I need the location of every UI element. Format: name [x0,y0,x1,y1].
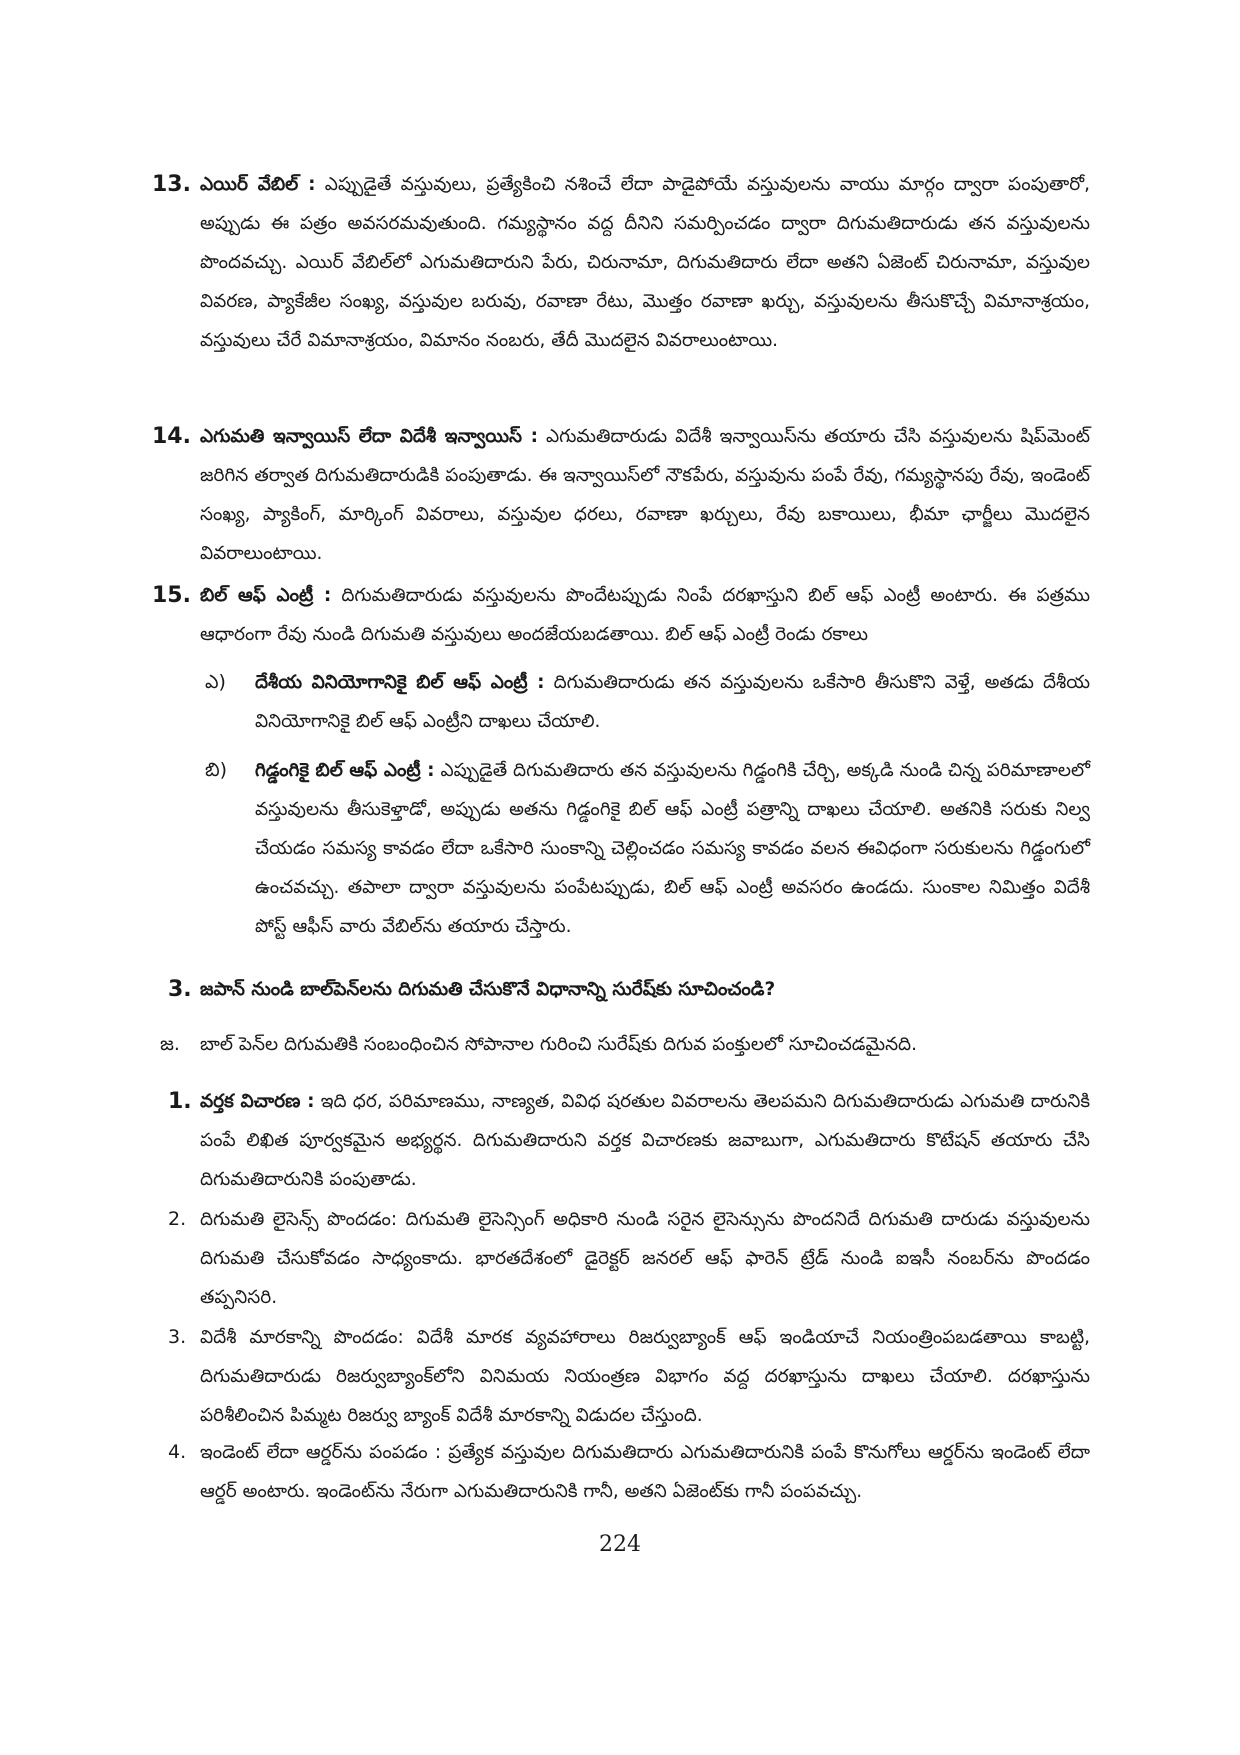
sub-a-text: దిగుమతిదారుడు తన వస్తువులను ఒకేసారి తీసుకొని వెళ్తే, అతడు దేశీయ వినియోగానికై బిల్ ఆఫ్ ఎంట్రీని దాఖలు చేయాలి. [255,672,1090,732]
item-15-number: 15. [152,583,191,608]
answer-intro: బాల్ పెన్‌ల దిగుమతికి సంబంధించిన సోపానాల గురించి సురేష్‌కు దిగువ పంక్తులలో సూచించడమైనది. [200,1034,918,1055]
item-13-text: ఎప్పుడైతే వస్తువులు, ప్రత్యేకించి నశించే లేదా పాడైపోయే వస్తువులను వాయు మార్గం ద్వారా పంపుతారో, అప్పుడు ఈ పత్రం అవసరమవుతుంది. గమ్యస్థానం వద్ద దీనిని సమర్పించడం ద్వారా దిగుమతిదారుడు తన వస్తువులను పొందవచ్చు. ఎయిర్ వేబిల్‌లో ఎగుమతిదారుని పేరు, చిరునామా, దిగుమతిదారు లేదా అతని ఏజెంట్ చిరునామా, వస్తువుల వివరణ, ప్యాకేజీల సంఖ్య, వస్తువుల బరువు, రవాణా రేటు, మొత్తం రవాణా ఖర్చు, వస్తువులను తీసుకొచ్చే విమానాశ్రయం, వస్తువులు చేరే విమానాశ్రయం, విమానం నంబరు, తేదీ మొదలైన వివరాలుంటాయి. [200,174,1090,351]
item-15-text: దిగుమతిదారుడు వస్తువులను పొందేటప్పుడు నింపే దరఖాస్తుని బిల్ ఆఫ్ ఎంట్రీ అంటారు. ఈ పత్రము ఆధారంగా రేవు నుండి దిగుమతి వస్తువులు అందజేయబడతాయి. బిల్ ఆఫ్ ఎంట్రీ రెండు రకాలు [200,585,1090,645]
step-2-number: 2. [168,1208,187,1230]
step-1-paragraph [200,1082,1090,1199]
step-3-number: 3. [168,1326,187,1348]
step-4-number: 4. [168,1441,187,1463]
item-13-term: ఎయిర్ వేబిల్ : [200,174,316,195]
sub-b-term: గిడ్డంగికై బిల్ ఆఫ్ ఎంట్రీ : [255,760,435,781]
step-4-paragraph: ఇండెంట్ లేదా ఆర్డర్‌ను పంపడం : ప్రత్యేక వస్తువుల దిగుమతిదారు ఎగుమతిదారునికి పంపే కొనుగోలు ఆర్డర్‌ను ఇండెంట్ లేదా ఆర్డర్ అంటారు. ఇండెంట్‌ను నేరుగా ఎగుమతిదారునికి గానీ, అతని ఏజెంట్‌కు గానీ పంపవచ్చు. [200,1442,1090,1502]
step-1-text: ఇది ధర, పరిమాణము, నాణ్యత, వివిధ షరతుల వివరాలను తెలపమని దిగుమతిదారుడు ఎగుమతి దారునికి పంపే లిఖిత పూర్వకమైన అభ్యర్థన. దిగుమతిదారుని వర్తక విచారణకు జవాబుగా, ఎగుమతిదారు కొటేషన్ తయారు చేసి దిగుమతిదారునికి పంపుతాడు. [200,1091,1090,1190]
item-14-number: 14. [152,424,191,449]
page-number: 224 [599,1532,641,1557]
sub-b-paragraph [255,751,1090,946]
item-14-text: ఎగుమతిదారుడు విదేశీ ఇన్వాయిస్‌ను తయారు చేసి వస్తువులను షిప్‌మెంట్ జరిగిన తర్వాత దిగుమతిదారుడికి పంపుతాడు. ఈ ఇన్వాయిస్‌లో నౌకపేరు, వస్తువును పంపే రేవు, గమ్యస్థానపు రేవు, ఇండెంట్ సంఖ్య, ప్యాకింగ్, మార్కింగ్ వివరాలు, వస్తువుల ధరలు, రవాణా ఖర్చులు, రేవు బకాయిలు, భీమా ఛార్జీలు మొదలైన వివరాలుంటాయి. [200,426,1090,564]
step-2-paragraph: దిగుమతి లైసెన్స్ పొందడం: దిగుమతి లైసెన్సింగ్ అధికారి నుండి సరైన లైసెన్సును పొందనిదే దిగుమతి దారుడు వస్తువులను దిగుమతి చేసుకోవడం సాధ్యంకాదు. భారతదేశంలో డైరెక్టర్ జనరల్ ఆఫ్ ఫారెన్ ట్రేడ్ నుండి ఐఇసీ నంబర్‌ను పొందడం తప్పనిసరి. [200,1209,1090,1308]
item-15-term: బిల్ ఆఫ్ ఎంట్రీ : [200,585,332,606]
item-13-paragraph [200,165,1090,360]
item-13-number: 13. [152,172,191,197]
sub-a-number: ఎ) [205,671,226,693]
item-15-paragraph [200,576,1090,654]
item-14-paragraph [200,417,1090,573]
step-1-number: 1. [168,1089,192,1114]
sub-b-text: ఎప్పుడైతే దిగుమతిదారు తన వస్తువులను గిడ్డంగికి చేర్చి, అక్కడి నుండి చిన్న పరిమాణాలలో వస్తువులను తీసుకెళ్తాడో, అప్పుడు అతను గిడ్డంగికై బిల్ ఆఫ్ ఎంట్రీ పత్రాన్ని దాఖలు చేయాలి. అతనికి సరుకు నిల్వ చేయడం సమస్య కావడం లేదా ఒకేసారి సుంకాన్ని చెల్లించడం సమస్య కావడం వలన ఈవిధంగా సరుకులను గిడ్డంగులో ఉంచవచ్చు. తపాలా ద్వారా వస్తువులను పంపేటప్పుడు, బిల్ ఆఫ్ ఎంట్రీ అవసరం ఉండదు. సుంకాల నిమిత్తం విదేశీ పోస్ట్ ఆఫీస్ వారు వేబిల్‌ను తయారు చేస్తారు. [255,760,1090,937]
sub-a-paragraph [255,663,1090,741]
answer-marker: జ. [160,1033,180,1055]
step-3-paragraph: విదేశీ మారకాన్ని పొందడం: విదేశీ మారక వ్యవహారాలు రిజర్వుబ్యాంక్ ఆఫ్ ఇండియాచే నియంత్రింపబడతాయి కాబట్టి, దిగుమతిదారుడు రిజర్వుబ్యాంక్‌లోని వినిమయ నియంత్రణ విభాగం వద్ద దరఖాస్తును దాఖలు చేయాలి. దరఖాస్తును పరిశీలించిన పిమ్మట రిజర్వు బ్యాంక్ విదేశీ మారకాన్ని విడుదల చేస్తుంది. [200,1327,1090,1426]
sub-a-term: దేశీయ వినియోగానికై బిల్ ఆఫ్ ఎంట్రీ : [255,672,545,693]
step-1-term: వర్తక విచారణ : [200,1091,315,1112]
question-3-text: జపాన్ నుండి బాల్‌పెన్‌లను దిగుమతి చేసుకొనే విధానాన్ని సురేష్‌కు సూచించండి? [200,979,776,1000]
item-14-term: ఎగుమతి ఇన్వాయిస్ లేదా విదేశీ ఇన్వాయిస్ : [200,426,538,447]
sub-b-number: బి) [205,759,228,781]
question-3-number: 3. [168,977,192,1002]
